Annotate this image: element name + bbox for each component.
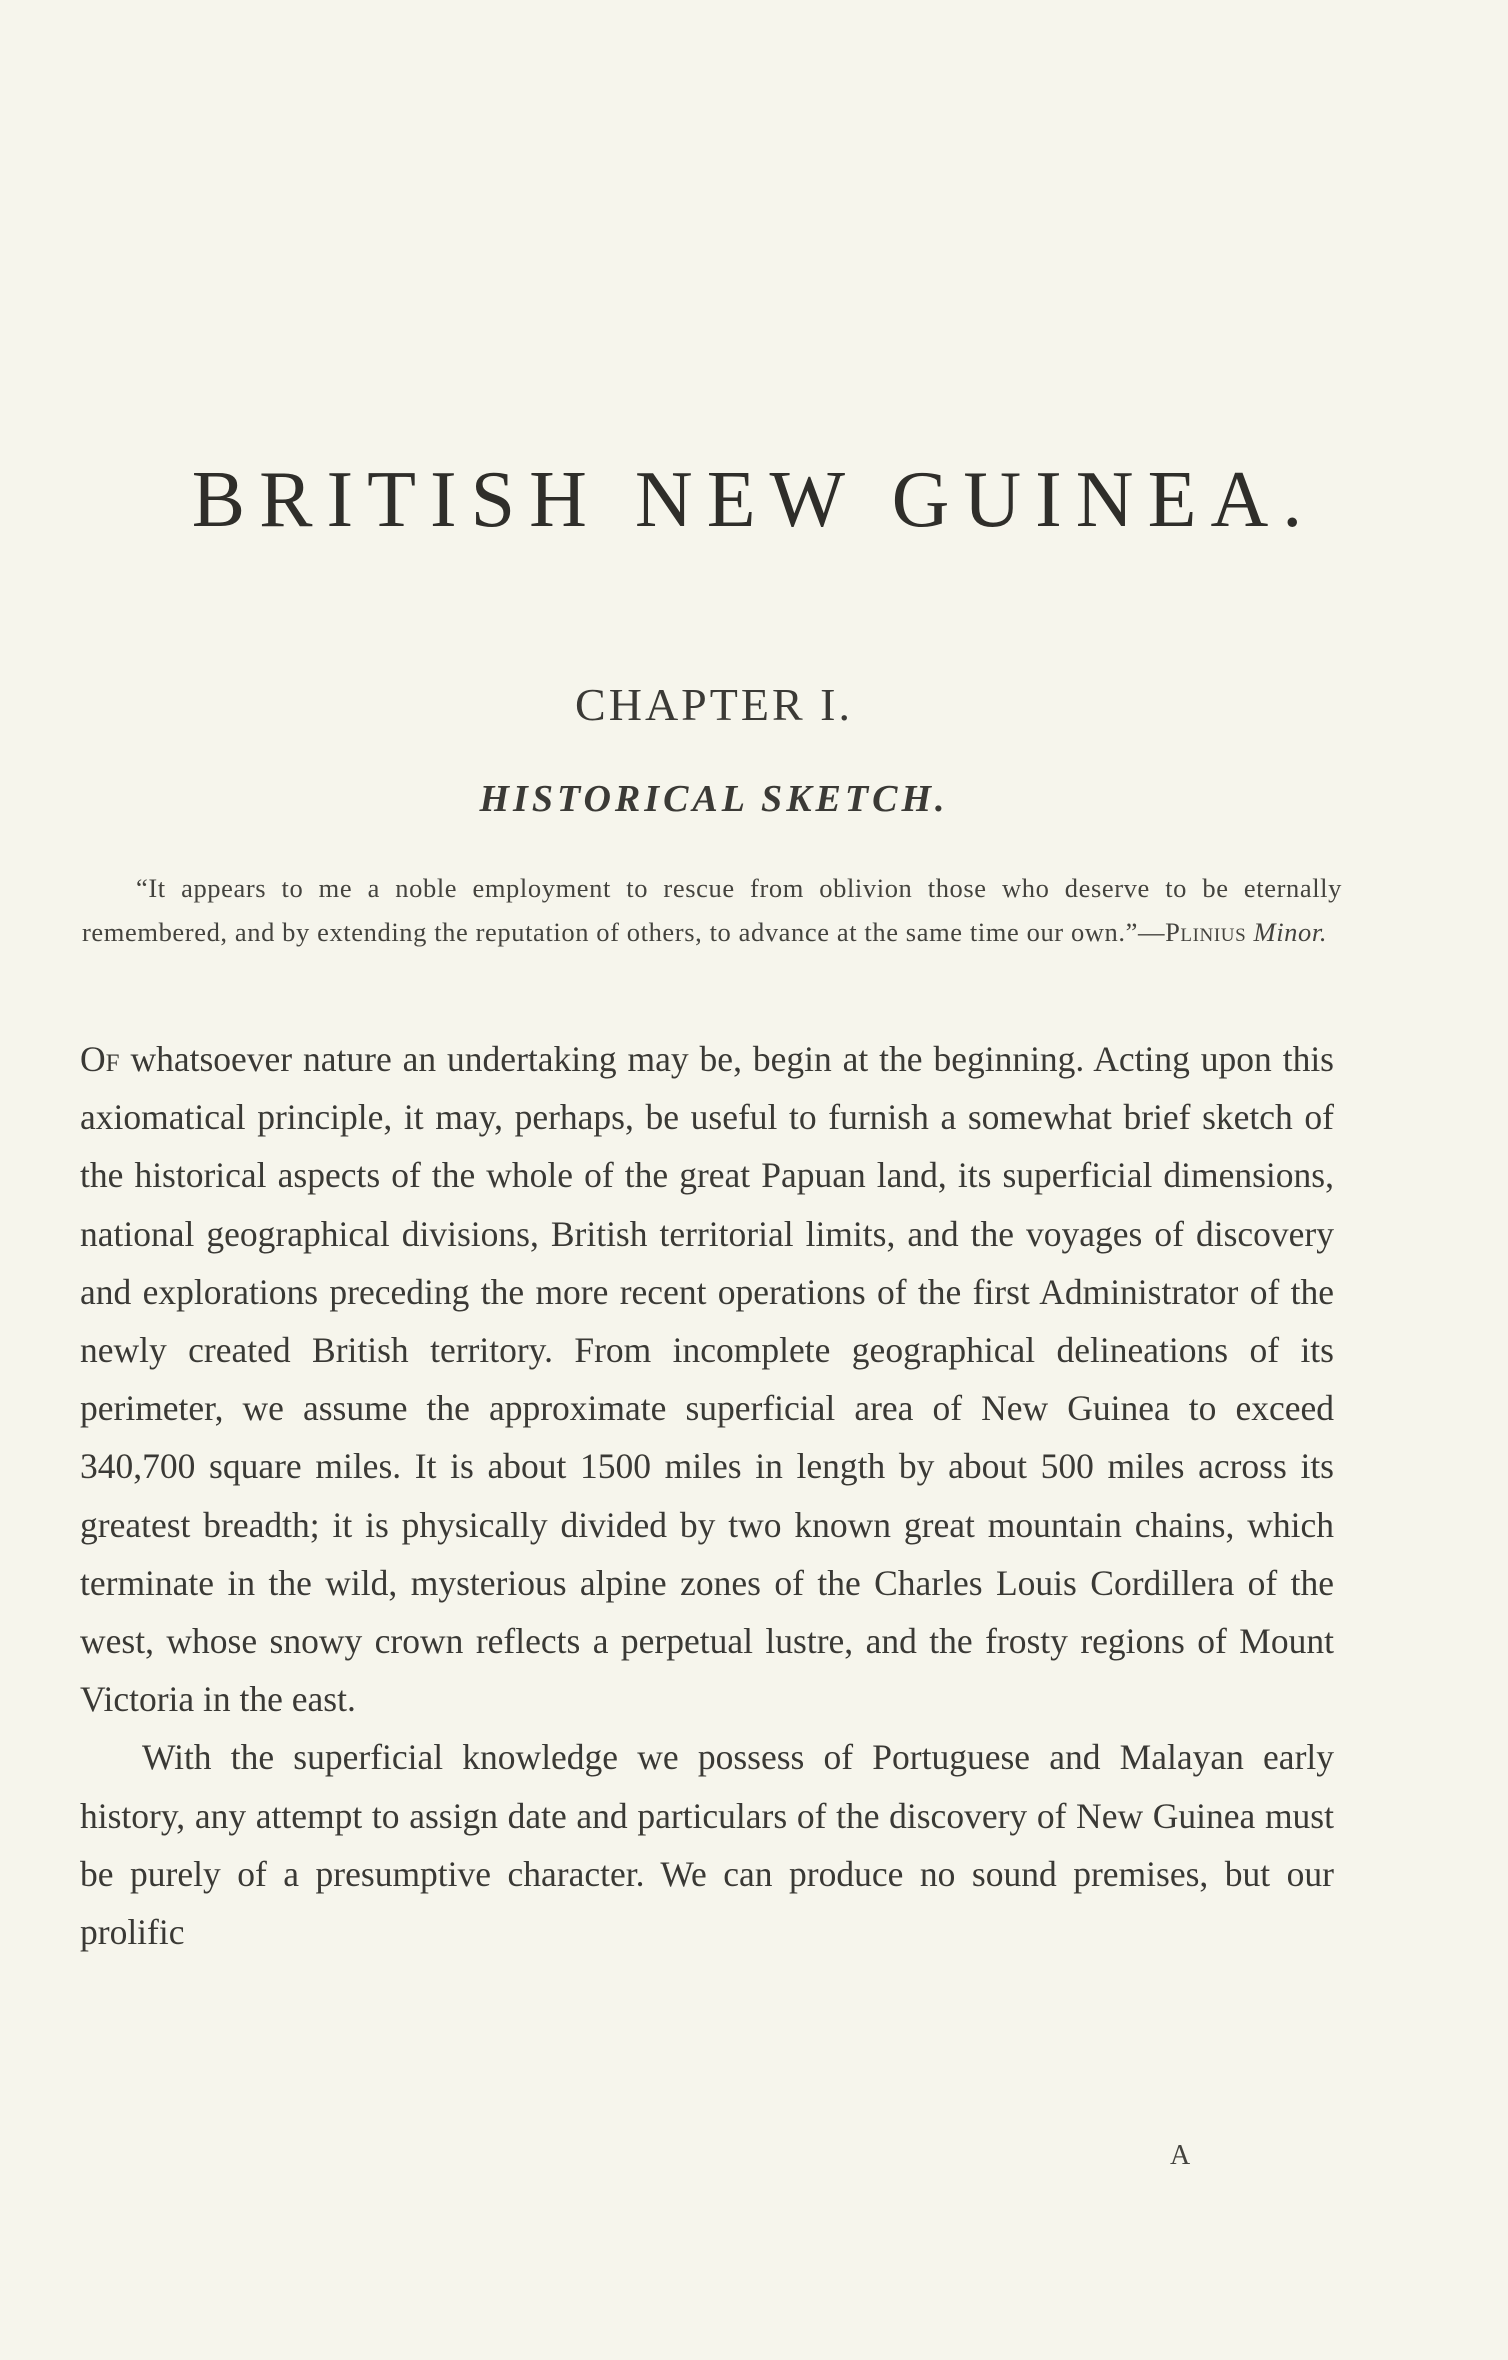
epigraph-author: Plinius (1165, 917, 1247, 947)
paragraph-1 (80, 1030, 1334, 1728)
signature-mark: A (1170, 2140, 1192, 2171)
chapter-title: HISTORICAL SKETCH. (479, 778, 949, 820)
chapter-body (80, 1030, 1334, 1961)
epigraph-text: It appears to me a noble employment to rescue from oblivion those who deserve to be eternally remembered, and by extending the reputation of others, to advance at the same time our own.”— (82, 873, 1342, 947)
paragraph-lead-in: Of (80, 1039, 120, 1079)
epigraph-work: Minor. (1253, 917, 1328, 947)
epigraph (82, 866, 1342, 954)
epigraph-open-quote: “ (136, 873, 149, 903)
paragraph-2: With the superficial knowledge we possess of Portuguese and Malayan early history, any attempt to assign date and particulars of the discovery of New Guinea must be purely of a presumptive character. We can produce no sound premises, but our prolific (80, 1737, 1334, 1953)
paragraph-1-text: whatsoever nature an undertaking may be, begin at the beginning. Acting upon this axiomatical principle, it may, perhaps, be useful to furnish a somewhat brief sketch of the historical aspects of the whole of the great Papuan land, its superficial dimensions, national geographical divisions, British territorial limits, and the voyages of discovery and explorations preceding the more recent operations of the first Administrator of the newly created British territory. From incomplete geographical delineations of its perimeter, we assume the approximate superficial area of New Guinea to exceed 340,700 square miles. It is about 1500 miles in length by about 500 miles across its greatest breadth; it is physically divided by two known great mountain chains, which terminate in the wild, mysterious alpine zones of the Charles Louis Cordillera of the west, whose snowy crown reflects a perpetual lustre, and the frosty regions of Mount Victoria in the east. (80, 1039, 1334, 1720)
chapter-number: CHAPTER I. (575, 679, 853, 730)
book-title: BRITISH NEW GUINEA. (191, 456, 1317, 544)
